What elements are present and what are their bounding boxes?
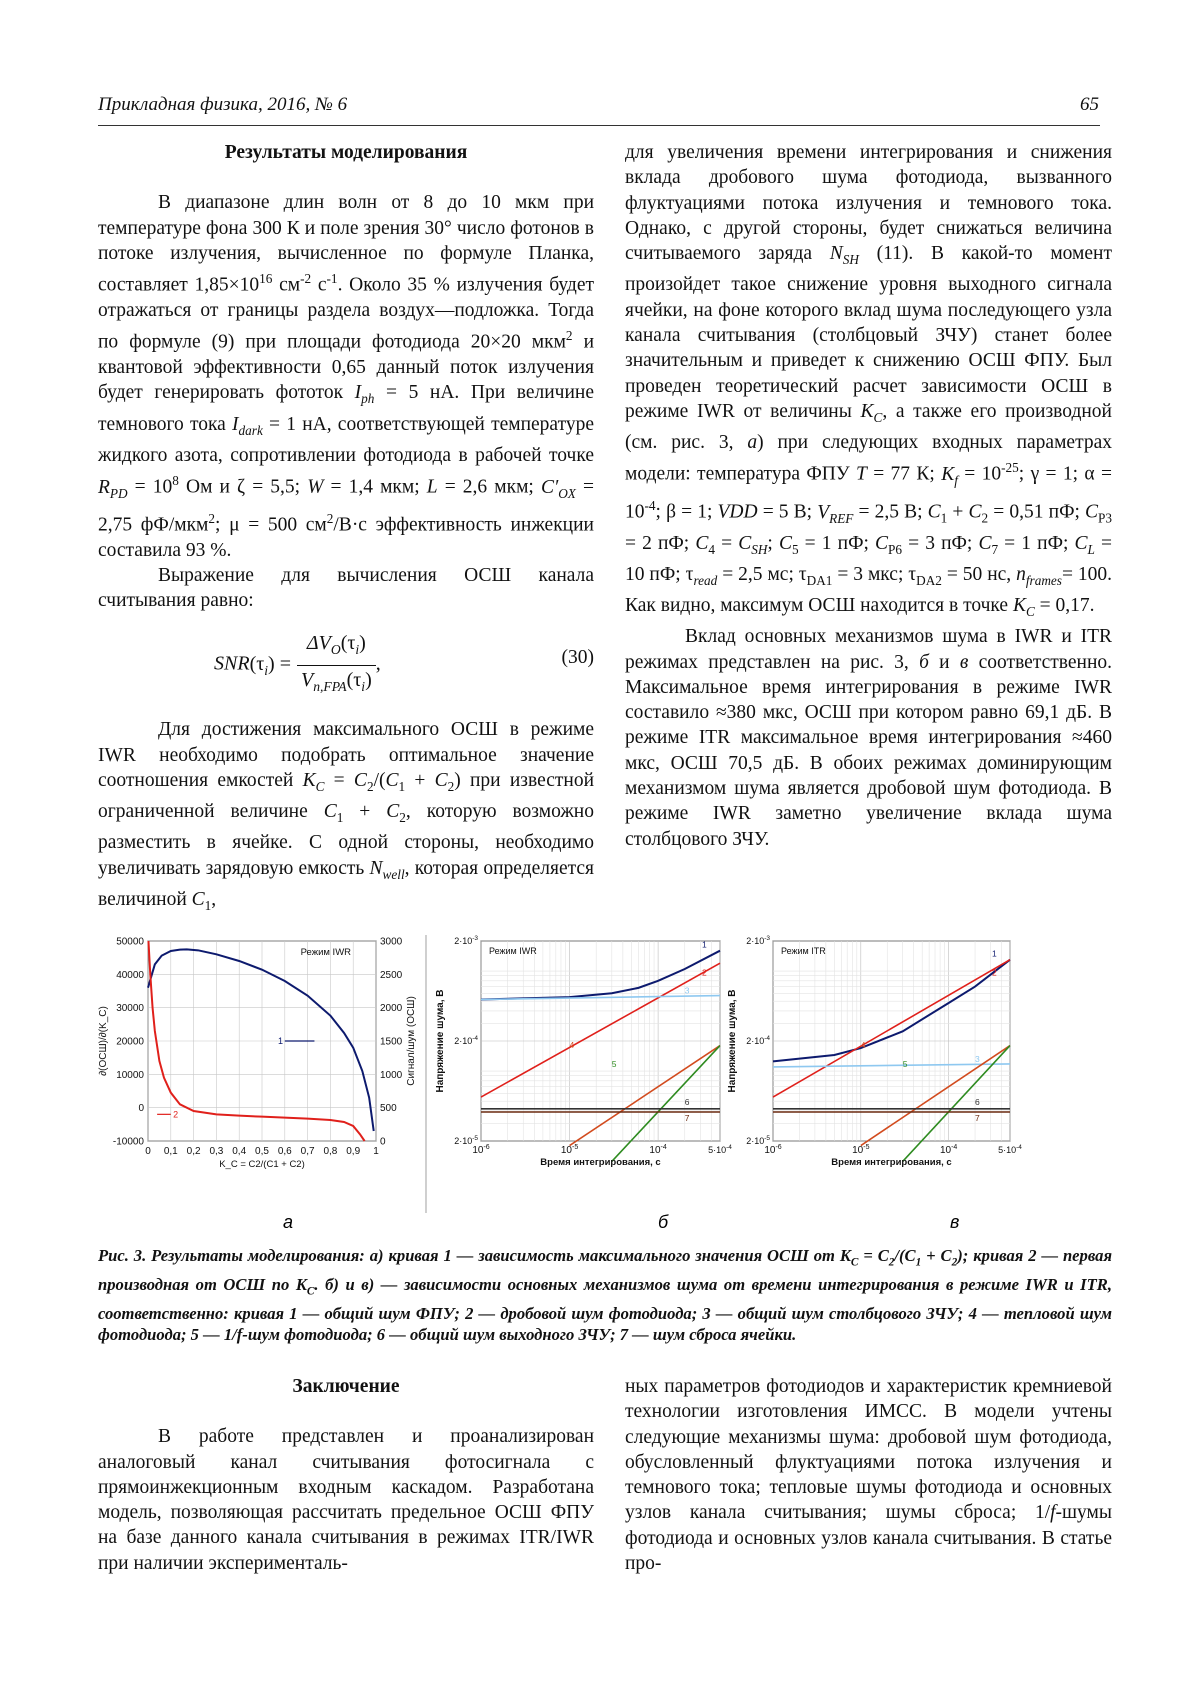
x-tick-label: 0,8 bbox=[323, 1146, 338, 1157]
y-tick-label: 10000 bbox=[116, 1069, 144, 1081]
paragraph-conclusion-2: ных параметров фотодиодов и характеристик кремниевой технологии изготовления ИМСС. В модели учтены следующие механизмы шума: дробовой шум фотодиода, обусловленный флуктуациями потока излучения и темнового тока; тепловые шумы фотодиода и основных узлов канала считывания; шумы сброса; 1/f-шумы фотодиода и основных узлов канала считывания. В статье про- bbox=[625, 1376, 1112, 1575]
x-tick-label: 1 bbox=[373, 1146, 379, 1157]
series-label-4: 4 bbox=[569, 1039, 575, 1050]
series-1-label: 1 bbox=[277, 1036, 283, 1046]
series-label-1: 1 bbox=[702, 939, 707, 950]
series-label-5: 5 bbox=[611, 1058, 617, 1069]
figure-caption: Рис. 3. Результаты моделирования: а) кривая 1 — зависимость максимального значения ОСШ от $K_C = C_2/(C_1 + C_2)$; кривая 2 — первая производная от ОСШ по $K_C$. б) и в) — зависимости основных механизмов шума от времени интегрирования в режиме IWR и ITR, соответственно: кривая 1 — общий шум ФПУ; 2 — дробовой шум фотодиода; 3 — общий шум столбцового ЗЧУ; 4 — тепловой шум фотодиода; 5 — 1/f-шум фотодиода; 6 — общий шум выходного ЗЧУ; 7 — шум сброса ячейки. bbox=[98, 1246, 1112, 1345]
column-left-bottom bbox=[98, 1374, 594, 1576]
subfigure-label-c: в bbox=[950, 1212, 960, 1232]
y-tick-label: 20000 bbox=[116, 1036, 144, 1048]
y-tick-label: 40000 bbox=[116, 969, 144, 981]
y-right-tick-label: 2500 bbox=[380, 969, 403, 981]
paragraph-conclusion-1: В работе представлен и проанализирован аналоговый канал считывания фотосигнала с прямоинжекционным входным каскадом. Разработана модель, позволяющая рассчитать предельное ОСШ ФПУ на базе данного канала считывания в режимах ITR/IWR при наличии эксперименталь- bbox=[98, 1426, 594, 1574]
x-tick-label: $10^{-6}$ bbox=[764, 1144, 782, 1156]
y-tick-label: $2\cdot 10^{-5}$ bbox=[746, 1135, 770, 1146]
y-tick-label: $2\cdot 10^{-3}$ bbox=[746, 935, 770, 946]
y-axis-label: Напряжение шума, В bbox=[727, 989, 738, 1093]
x-tick-label: 0,1 bbox=[163, 1146, 178, 1157]
chart-title: Режим IWR bbox=[489, 946, 537, 956]
y-right-tick-label: 2000 bbox=[380, 1003, 403, 1015]
series-label-6: 6 bbox=[684, 1096, 690, 1107]
section-title-conclusion: Заключение bbox=[292, 1376, 400, 1397]
series-2-label: 2 bbox=[173, 1109, 179, 1120]
paragraph-continuation: для увеличения времени интегрирования и снижения вклада дробового шума фотодиода, вызванного флуктуациями потока излучения и темнового тока. Однако, с другой стороны, будет снижаться величина считываемого заряда $N_{SH}$ (11). В какой-то момент произойдет такое снижение уровня выходного сигнала ячейки, на фоне которого вклад шума последующего узла канала считывания (столбцовый ЗЧУ) станет более значительным и приведет к снижению ОСШ ФПУ. Был проведен теоретический расчет зависимости ОСШ в режиме IWR от величины $K_C$, а также его производной (см. рис. 3, а) при следующих входных параметрах модели: температура ФПУ T = 77 К; $K_f = 10^{-25}$; γ = 1; $\alpha = 10^{-4}$; β = 1; VDD = 5 В; $V_{REF} = 2,5$ В; $C_1 + C_2 = 0,51$ пФ; $C_{P3} = 2$ пФ; $C_4 = C_{SH}$; $C_5 = 1$ пФ; $C_{P6} = 3$ пФ; $C_7 = 1$ пФ; $C_L = 10$ пФ; $\tau_{read} = 2,5$ мс; $\tau_{DA1} = 3$ мкс; $\tau_{DA2} = 50$ нс, $n_{frames}= 100$. Как видно, максимум ОСШ находится в точке $K_C = 0,17$. bbox=[625, 142, 1113, 619]
figure-3 bbox=[98, 935, 1112, 1235]
chart-title-a: Режим IWR bbox=[300, 947, 352, 958]
x-axis-label: Время интегрирования, с bbox=[831, 1157, 952, 1168]
series-label-4: 4 bbox=[860, 1039, 866, 1050]
y-tick-label: 30000 bbox=[116, 1003, 144, 1015]
y-right-tick-label: 500 bbox=[380, 1103, 397, 1115]
series-label-1: 1 bbox=[992, 948, 997, 959]
y-tick-label: -10000 bbox=[112, 1136, 144, 1148]
subfigure-label-b: б bbox=[658, 1212, 669, 1232]
x-tick-label: 0,7 bbox=[300, 1146, 315, 1157]
y-right-tick-label: 3000 bbox=[380, 936, 403, 948]
x-tick-label: $10^{-5}$ bbox=[852, 1144, 870, 1156]
x-tick-label: $5\cdot 10^{-4}$ bbox=[998, 1144, 1022, 1155]
series-label-7: 7 bbox=[975, 1112, 980, 1123]
x-tick-label: 0,3 bbox=[209, 1146, 224, 1157]
y-right-tick-label: 0 bbox=[380, 1136, 386, 1148]
series-label-3: 3 bbox=[684, 985, 690, 996]
x-tick-label: 0 bbox=[145, 1146, 151, 1157]
page-number: 65 bbox=[1080, 94, 1099, 115]
section-title-results: Результаты моделирования bbox=[224, 142, 468, 163]
chart-title: Режим ITR bbox=[781, 946, 826, 956]
series-label-5: 5 bbox=[902, 1058, 908, 1069]
paragraph-planck: В диапазоне длин волн от 8 до 10 мкм при температуре фона 300 К и поле зрения 30° число фотонов в потоке излучения, вычисленное по формуле Планка, составляет $1,85\times 10^{16}$ $см^{-2}$ $с^{-1}$. Около 35 % излучения будет отражаться от границы раздела воздух—подложка. Тогда по формуле (9) при площади фотодиода 20×20 мкм$^2$ и квантовой эффективности 0,65 данный поток излучения будет генерировать фототок $I_{ph} = 5$ нА. При величине темнового тока $I_{dark} = 1$ нА, соответствующей температуре жидкого азота, сопротивлении фотодиода в рабочей точке $R_{PD} = 10^8$ Ом и ζ = 5,5; W = 1,4 мкм; L = 2,6 мкм; $C'_{OX} = 2,75$ фФ/мкм$^2$; μ = 500 $см^2/В\cdot с$ эффективность инжекции составила 93 %. bbox=[98, 192, 594, 561]
x-axis-label: Время интегрирования, с bbox=[540, 1157, 661, 1168]
equation-number: (30) bbox=[561, 647, 594, 669]
x-tick-label: $10^{-4}$ bbox=[649, 1144, 667, 1156]
y-right-axis-label-a: Сигнал/шум (ОСШ) bbox=[406, 996, 417, 1086]
x-tick-label: 0,9 bbox=[346, 1146, 361, 1157]
y-tick-label: $2\cdot 10^{-5}$ bbox=[454, 1135, 478, 1146]
header-divider bbox=[98, 125, 1100, 126]
y-right-tick-label: 1500 bbox=[380, 1036, 403, 1048]
chart-a bbox=[98, 937, 417, 1171]
y-tick-label: $2\cdot 10^{-4}$ bbox=[746, 1035, 770, 1046]
series-label-3: 3 bbox=[975, 1053, 980, 1064]
paragraph-noise-contribution: Вклад основных механизмов шума в IWR и ITR режимах представлен на рис. 3, б и в соответственно. Максимальное время интегрирования в режиме IWR составило ≈380 мкс, ОСШ при котором равно 69,1 дБ. В режиме ITR максимальное время интегрирования ≈460 мкс, ОСШ 70,5 дБ. В обоих режимах доминирующим механизмом шума является дробовой шум фотодиода. В режиме IWR заметно увеличение вклада шума столбцового ЗЧУ. bbox=[625, 626, 1113, 850]
chart-c bbox=[727, 935, 1022, 1168]
column-left-top bbox=[98, 140, 594, 918]
y-tick-label: 50000 bbox=[116, 936, 144, 948]
series-label-6: 6 bbox=[975, 1096, 980, 1107]
x-tick-label: 0,6 bbox=[277, 1146, 292, 1157]
journal-header: Прикладная физика, 2016, № 6 bbox=[98, 94, 348, 115]
figure-3-svg bbox=[98, 935, 1112, 1235]
column-right-top bbox=[625, 140, 1112, 852]
series-label-2: 2 bbox=[702, 967, 707, 978]
x-tick-label: $5\cdot 10^{-4}$ bbox=[708, 1144, 732, 1155]
x-tick-label: 0,2 bbox=[186, 1146, 201, 1157]
x-tick-label: $10^{-4}$ bbox=[939, 1144, 958, 1156]
x-axis-label-a: K_C = C2/(C1 + C2) bbox=[219, 1159, 305, 1170]
chart-b bbox=[435, 935, 732, 1168]
x-tick-label: $10^{-6}$ bbox=[472, 1144, 490, 1156]
y-axis-label-a: ∂(ОСШ)/∂(K_C) bbox=[98, 1006, 109, 1076]
paragraph-snr-intro: Выражение для вычисления ОСШ канала считывания равно: bbox=[98, 564, 594, 612]
series-label-7: 7 bbox=[684, 1112, 690, 1123]
y-tick-label: $2\cdot 10^{-3}$ bbox=[454, 935, 478, 946]
y-axis-label: Напряжение шума, В bbox=[435, 989, 446, 1093]
column-right-bottom bbox=[625, 1374, 1112, 1576]
subfigure-label-a: а bbox=[283, 1212, 294, 1232]
x-tick-label: 0,4 bbox=[232, 1146, 247, 1157]
x-tick-label: 0,5 bbox=[255, 1146, 269, 1157]
paragraph-iwr-optimal: Для достижения максимального ОСШ в режиме IWR необходимо подобрать оптимальное значение соотношения емкостей $K_C = C_2/(C_1 + C_2)$ при известной ограниченной величине $C_1 + C_2$, которую возможно разместить в ячейке. С одной стороны, необходимо увеличивать зарядовую емкость $N_{well}$, которая определяется величиной $C_1$, bbox=[98, 719, 595, 913]
x-tick-label: $10^{-5}$ bbox=[560, 1144, 579, 1156]
series-label-2: 2 bbox=[992, 967, 997, 978]
y-right-tick-label: 1000 bbox=[380, 1069, 403, 1081]
y-tick-label: $2\cdot 10^{-4}$ bbox=[454, 1035, 478, 1046]
snr-formula: $SNR(\tau_i)$ = $\frac{\Delta V_O(\tau_i)}{V_{n,FPA}(\tau_i)}$ , bbox=[214, 632, 381, 694]
equation-30 bbox=[98, 625, 594, 703]
y-tick-label: 0 bbox=[138, 1103, 144, 1115]
